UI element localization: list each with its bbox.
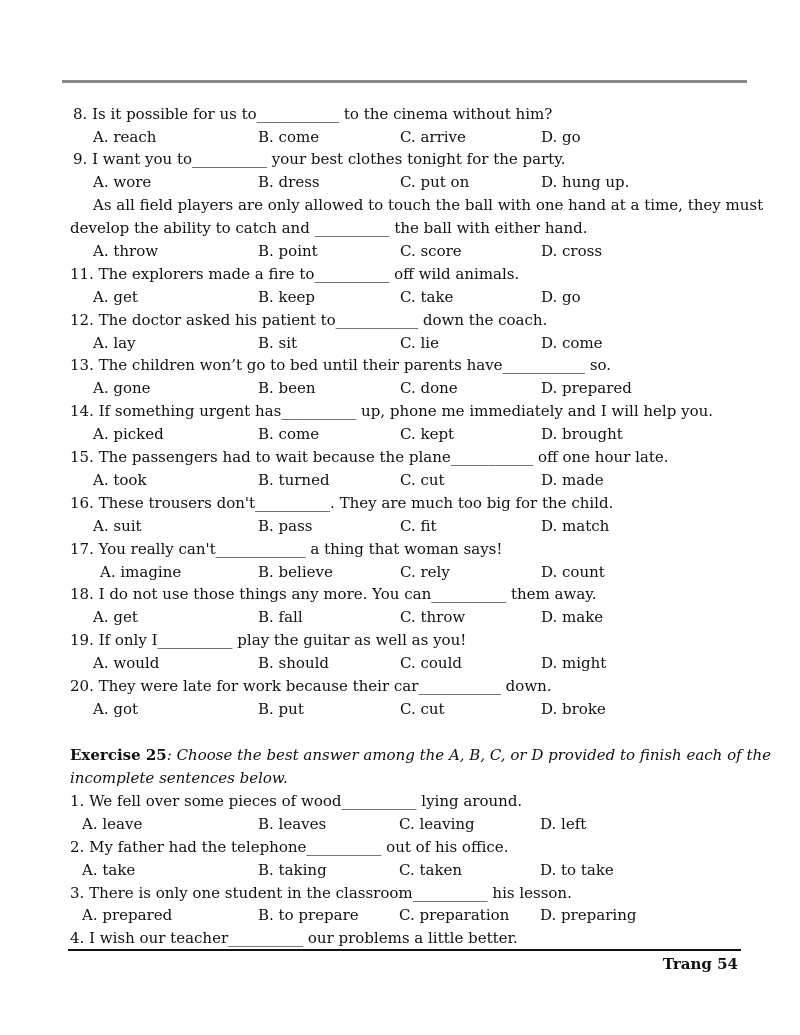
option-b: B. to prepare bbox=[258, 906, 359, 924]
option-c: C. taken bbox=[399, 861, 463, 879]
option-b: B. come bbox=[258, 425, 320, 443]
option-a: A. take bbox=[82, 861, 136, 879]
option-b: B. keep bbox=[258, 288, 316, 306]
option-a: A. prepared bbox=[82, 906, 173, 924]
question-stem: 20. They were late for work because their car___________ down. bbox=[70, 677, 552, 695]
option-c: C. lie bbox=[400, 334, 439, 352]
option-b: B. put bbox=[258, 700, 304, 718]
question-stem: 18. I do not use those things any more. You can__________ them away. bbox=[70, 585, 597, 603]
option-a: A. get bbox=[93, 288, 138, 306]
option-d: D. brought bbox=[541, 425, 623, 443]
question-stem-continued: develop the ability to catch and __________ the ball with either hand. bbox=[70, 219, 588, 237]
option-c: C. score bbox=[400, 242, 462, 260]
option-c: C. cut bbox=[400, 700, 445, 718]
page-number: Trang 54 bbox=[662, 955, 738, 973]
footer-rule bbox=[68, 949, 741, 951]
option-d: D. come bbox=[541, 334, 603, 352]
option-a: A. imagine bbox=[100, 563, 182, 581]
option-b: B. should bbox=[258, 654, 330, 672]
option-b: B. pass bbox=[258, 517, 313, 535]
question-stem: 17. You really can't____________ a thing that woman says! bbox=[70, 540, 503, 558]
option-a: A. got bbox=[93, 700, 139, 718]
option-c: C. rely bbox=[400, 563, 450, 581]
exercise-instruction-continued: incomplete sentences below. bbox=[70, 769, 288, 787]
question-stem: 12. The doctor asked his patient to___________ down the coach. bbox=[70, 311, 548, 329]
option-d: D. broke bbox=[541, 700, 606, 718]
option-b: B. fall bbox=[258, 608, 303, 626]
option-b: B. dress bbox=[258, 173, 320, 191]
option-d: D. hung up. bbox=[541, 173, 630, 191]
option-c: C. cut bbox=[400, 471, 445, 489]
question-stem: 2. My father had the telephone__________ out of his office. bbox=[70, 838, 509, 856]
option-d: D. go bbox=[541, 128, 581, 146]
question-stem: 9. I want you to__________ your best clothes tonight for the party. bbox=[73, 150, 566, 168]
option-a: A. gone bbox=[93, 379, 151, 397]
question-stem: 19. If only I__________ play the guitar as well as you! bbox=[70, 631, 467, 649]
option-d: D. to take bbox=[540, 861, 614, 879]
option-a: A. get bbox=[93, 608, 138, 626]
option-c: C. kept bbox=[400, 425, 455, 443]
question-stem: 3. There is only one student in the classroom__________ his lesson. bbox=[70, 884, 572, 902]
option-d: D. count bbox=[541, 563, 605, 581]
option-c: C. take bbox=[400, 288, 454, 306]
option-c: C. arrive bbox=[400, 128, 466, 146]
option-d: D. prepared bbox=[541, 379, 632, 397]
option-c: C. fit bbox=[400, 517, 437, 535]
option-d: D. might bbox=[541, 654, 607, 672]
option-a: A. reach bbox=[93, 128, 157, 146]
option-d: D. match bbox=[541, 517, 610, 535]
option-a: A. took bbox=[93, 471, 147, 489]
exercise-heading bbox=[70, 745, 771, 765]
option-a: A. suit bbox=[93, 517, 142, 535]
option-b: B. point bbox=[258, 242, 318, 260]
option-d: D. made bbox=[541, 471, 604, 489]
exercise-title: Exercise 25 bbox=[70, 746, 167, 764]
option-c: C. leaving bbox=[399, 815, 475, 833]
option-d: D. make bbox=[541, 608, 604, 626]
question-stem: 1. We fell over some pieces of wood__________ lying around. bbox=[70, 792, 523, 810]
option-b: B. leaves bbox=[258, 815, 327, 833]
question-stem: 11. The explorers made a fire to__________ off wild animals. bbox=[70, 265, 520, 283]
option-a: A. throw bbox=[93, 242, 159, 260]
option-b: B. sit bbox=[258, 334, 298, 352]
option-c: C. preparation bbox=[399, 906, 510, 924]
exercise-instruction: : Choose the best answer among the A, B, C, or D provided to finish each of the bbox=[166, 746, 772, 764]
header-rule bbox=[62, 80, 747, 83]
question-stem: 16. These trousers don't__________. They are much too big for the child. bbox=[70, 494, 614, 512]
option-d: D. left bbox=[540, 815, 587, 833]
option-d: D. preparing bbox=[540, 906, 637, 924]
option-b: B. been bbox=[258, 379, 316, 397]
option-a: A. would bbox=[93, 654, 160, 672]
option-c: C. done bbox=[400, 379, 458, 397]
option-c: C. throw bbox=[400, 608, 466, 626]
option-a: A. leave bbox=[82, 815, 143, 833]
question-stem: 8. Is it possible for us to___________ to the cinema without him? bbox=[73, 105, 553, 123]
option-c: C. could bbox=[400, 654, 462, 672]
option-a: A. wore bbox=[93, 173, 152, 191]
option-d: D. go bbox=[541, 288, 581, 306]
option-d: D. cross bbox=[541, 242, 603, 260]
question-stem: 15. The passengers had to wait because the plane___________ off one hour late. bbox=[70, 448, 669, 466]
question-stem: 14. If something urgent has__________ up, phone me immediately and I will help you. bbox=[70, 402, 714, 420]
option-b: B. taking bbox=[258, 861, 327, 879]
question-stem: 4. I wish our teacher__________ our problems a little better. bbox=[70, 929, 518, 947]
option-a: A. picked bbox=[93, 425, 164, 443]
option-b: B. believe bbox=[258, 563, 333, 581]
question-stem: 13. The children won’t go to bed until their parents have___________ so. bbox=[70, 356, 612, 374]
option-b: B. turned bbox=[258, 471, 330, 489]
option-a: A. lay bbox=[93, 334, 136, 352]
question-stem: As all field players are only allowed to touch the ball with one hand at a time, they must bbox=[93, 196, 764, 214]
option-c: C. put on bbox=[400, 173, 470, 191]
option-b: B. come bbox=[258, 128, 320, 146]
